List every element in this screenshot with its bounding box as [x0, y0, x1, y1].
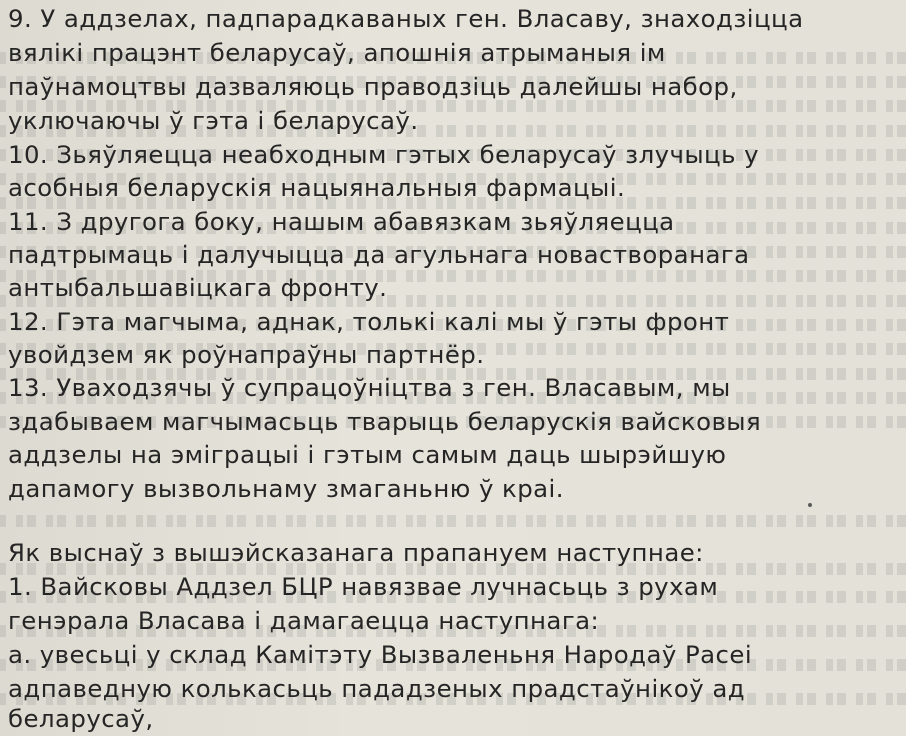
text-line: 9. У аддзелах, падпарадкаваных ген. Власаву, знаходзіцца — [8, 4, 804, 33]
text-line: 1. Вайсковы Аддзел БЦР навязвае лучнасьць з рухам — [8, 572, 719, 601]
text-line: беларусаў, — [8, 704, 154, 733]
text-line: падтрымаць і далучыцца да агульнага новастворанага — [8, 240, 750, 269]
text-line: а. увесьці у склад Камітэту Вызваленьня Народаў Расеі — [8, 640, 753, 669]
text-line: уключаючы ў гэта і беларусаў. — [8, 106, 419, 135]
text-line: увойдзем як роўнапраўны партнёр. — [8, 340, 485, 369]
text-line: адпаведную колькасьць пададзеных прадстаўнікоў ад — [8, 674, 746, 703]
text-line: аддзелы на эміграцыі і гэтым самым даць шырэйшую — [8, 440, 727, 469]
text-line: генэрала Власава і дамагаецца наступнага: — [8, 606, 600, 635]
text-line: 10. Зьяўляецца неабходным гэтых беларусаў злучыць у — [8, 140, 760, 169]
text-line: антыбальшавіцкага фронту. — [8, 273, 388, 302]
ink-speck — [808, 503, 812, 507]
text-line: вялікі працэнт беларусаў, апошнія атрыманыя ім — [8, 38, 666, 67]
text-line: 12. Гэта магчыма, аднак, толькі калі мы ў гэты фронт — [8, 307, 730, 336]
text-line: паўнамоцтвы дазваляюць праводзіць далейшы набор, — [8, 72, 738, 101]
text-line: асобныя беларускія нацыянальныя фармацыі. — [8, 173, 626, 202]
text-line: 11. З другога боку, нашым абавязкам зьяўляецца — [8, 207, 675, 236]
text-line: дапамогу вызвольнаму змаганьню ў краі. — [8, 474, 564, 503]
text-line: Як выснаў з вышэйсказанага прапануем наступнае: — [8, 538, 704, 567]
text-line: здабываем магчымасьць тварыць беларускія вайсковыя — [8, 407, 762, 436]
text-line: 13. Уваходзячы ў супрацоўніцтва з ген. Власавым, мы — [8, 373, 731, 402]
